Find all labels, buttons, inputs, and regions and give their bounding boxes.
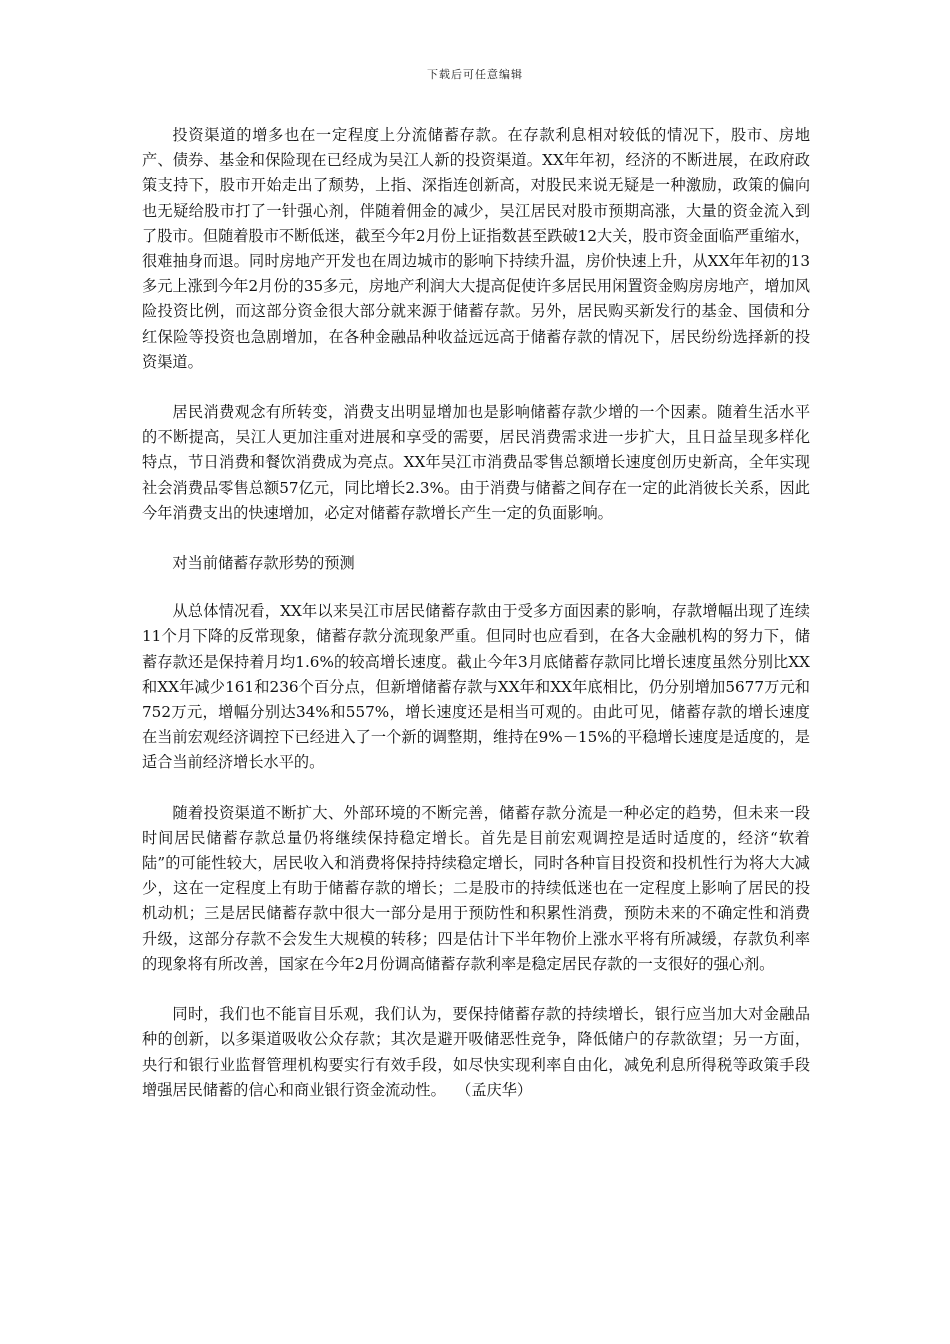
section-heading: 对当前储蓄存款形势的预测 bbox=[172, 554, 355, 573]
paragraph-overall-situation: 从总体情况看，XX年以来吴江市居民储蓄存款由于受多方面因素的影响，存款增幅出现了连续11个月下降的反常现象，储蓄存款分流现象严重。但同时也应看到，在各大金融机构的努力下，储蓄存款还是保持着月均1.6%的较高增长速度。截止今年3月底储蓄存款同比增长速度虽然分别比XX和XX年减少161和236个百分点，但新增储蓄存款与XX年和XX年底相比，仍分别增加5677万元和752万元，增幅分别达34%和557%，增长速度还是相当可观的。由此可见，储蓄存款的增长速度在当前宏观经济调控下已经进入了一个新的调整期，维持在9%－15%的平稳增长速度是适度的，是适合当前经济增长水平的。 bbox=[142, 602, 810, 772]
paragraph-recommendations-text: 同时，我们也不能盲目乐观，我们认为，要保持储蓄存款的持续增长，银行应当加大对金融品种的创新，以多渠道吸收公众存款；其次是避开吸储恶性竞争，降低储户的存款欲望；另一方面，央行和银行业监督管理机构要实行有效手段，如尽快实现利率自由化，减免利息所得税等政策手段增强居民储蓄的信心和商业银行资金流动性。 bbox=[142, 1005, 810, 1099]
page-header: 下载后可任意编辑 bbox=[427, 68, 523, 81]
paragraph-future-trend: 随着投资渠道不断扩大、外部环境的不断完善，储蓄存款分流是一种必定的趋势，但未来一段时间居民储蓄存款总量仍将继续保持稳定增长。首先是目前宏观调控是适时适度的，经济“软着陆”的可能性较大，居民收入和消费将保持持续稳定增长，同时各种盲目投资和投机性行为将大大减少，这在一定程度上有助于储蓄存款的增长；二是股市的持续低迷也在一定程度上影响了居民的投机动机；三是居民储蓄存款中很大一部分是用于预防性和积累性消费，预防未来的不确定性和消费升级，这部分存款不会发生大规模的转移；四是估计下半年物价上涨水平将有所减缓，存款负利率的现象将有所改善，国家在今年2月份调高储蓄存款利率是稳定居民存款的一支很好的强心剂。 bbox=[142, 803, 810, 973]
document-body bbox=[142, 123, 810, 1128]
paragraph-recommendations bbox=[142, 1002, 810, 1103]
author-name: （孟庆华） bbox=[463, 1080, 533, 1099]
paragraph-consumption: 居民消费观念有所转变，消费支出明显增加也是影响储蓄存款少增的一个因素。随着生活水平的不断提高，吴江人更加注重对进展和享受的需要，居民消费需求进一步扩大，且日益呈现多样化特点，节日消费和餐饮消费成为亮点。XX年吴江市消费品零售总额增长速度创历史新高，全年实现社会消费品零售总额57亿元，同比增长2.3%。由于消费与储蓄之间存在一定的此消彼长关系，因此今年消费支出的快速增加，必定对储蓄存款增长产生一定的负面影响。 bbox=[142, 403, 810, 522]
paragraph-investment-channels: 投资渠道的增多也在一定程度上分流储蓄存款。在存款利息相对较低的情况下，股市、房地产、债券、基金和保险现在已经成为吴江人新的投资渠道。XX年年初，经济的不断进展，在政府政策支持下，股市开始走出了颓势，上指、深指连创新高，对股民来说无疑是一种激励，政策的偏向也无疑给股市打了一针强心剂，伴随着佣金的减少，吴江居民对股市预期高涨，大量的资金流入到了股市。但随着股市不断低迷，截至今年2月份上证指数甚至跌破12大关，股市资金面临严重缩水，很难抽身而退。同时房地产开发也在周边城市的影响下持续升温，房价快速上升，从XX年年初的13多元上涨到今年2月份的35多元，房地产利润大大提高促使许多居民用闲置资金购房房地产，增加风险投资比例，而这部分资金很大部分就来源于储蓄存款。另外，居民购买新发行的基金、国债和分红保险等投资也急剧增加，在各种金融品种收益远远高于储蓄存款的情况下，居民纷纷选择新的投资渠道。 bbox=[142, 126, 810, 371]
